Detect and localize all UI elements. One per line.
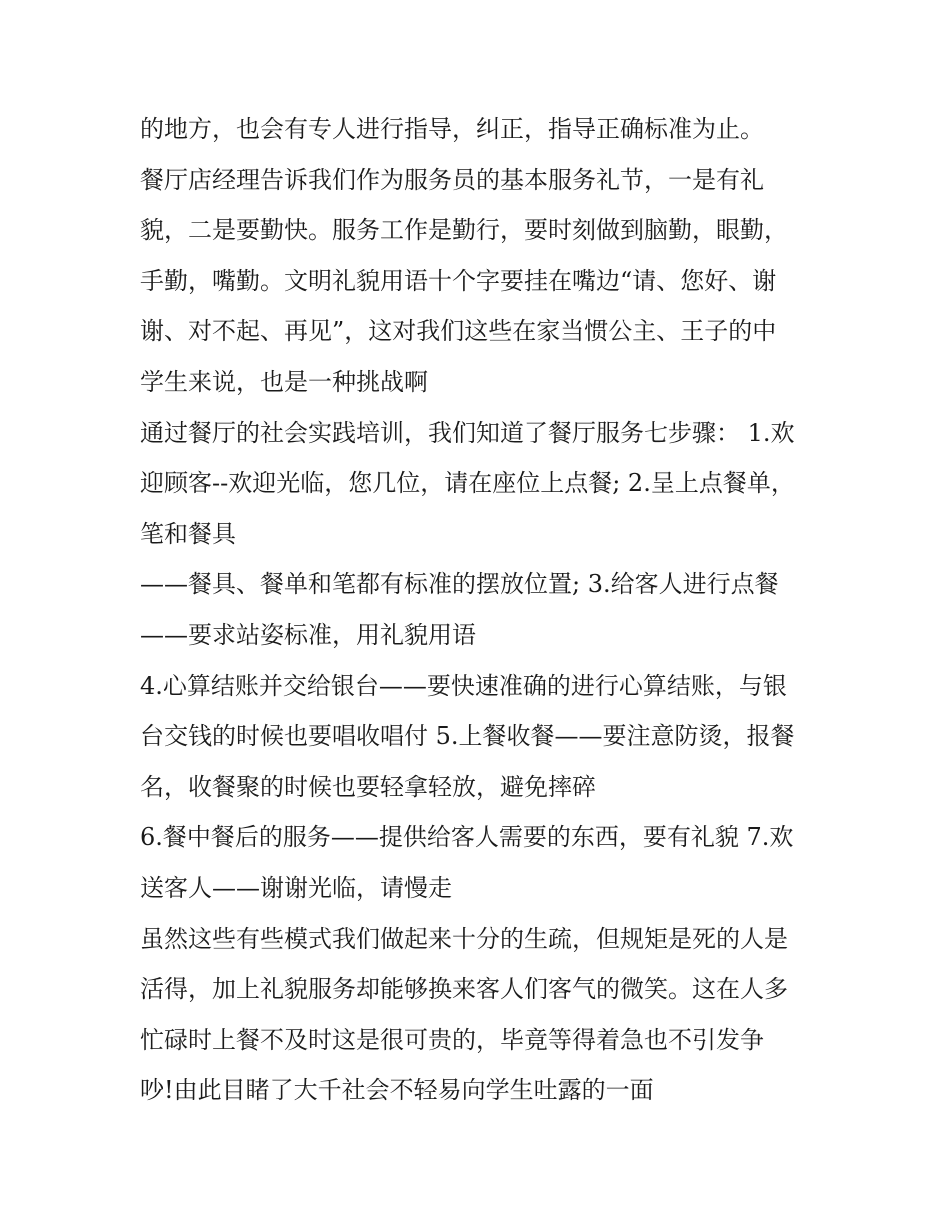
text-line: 4.心算结账并交给银台——要快速准确的进行心算结账，与银: [140, 671, 787, 700]
text-line: 虽然这些有些模式我们做起来十分的生疏，但规矩是死的人是: [140, 924, 788, 953]
text-line: 忙碌时上餐不及时这是很可贵的，毕竟等得着急也不引发争: [140, 1025, 764, 1054]
text-line: 学生来说，也是一种挑战啊: [140, 367, 428, 396]
text-line: 台交钱的时候也要唱收唱付 5.上餐收餐——要注意防烫，报餐: [140, 722, 795, 751]
text-line: ——要求站姿标准，用礼貌用语: [140, 620, 476, 649]
text-line: 6.餐中餐后的服务——提供给客人需要的东西，要有礼貌 7.欢: [140, 823, 794, 852]
document-body: [140, 104, 820, 1116]
text-line: ——餐具、餐单和笔都有标准的摆放位置; 3.给客人进行点餐: [140, 570, 779, 599]
text-line: 谢、对不起、再见”，这对我们这些在家当惯公主、王子的中: [140, 317, 777, 346]
text-line: 通过餐厅的社会实践培训，我们知道了餐厅服务七步骤： 1.欢: [140, 418, 795, 447]
text-line: 餐厅店经理告诉我们作为服务员的基本服务礼节，一是有礼: [140, 165, 764, 194]
text-line: 笔和餐具: [140, 519, 236, 548]
text-line: 貌，二是要勤快。服务工作是勤行，要时刻做到脑勤，眼勤，: [140, 216, 788, 245]
text-line: 活得，加上礼貌服务却能够换来客人们客气的微笑。这在人多: [140, 975, 788, 1004]
text-line: 迎顾客--欢迎光临，您几位，请在座位上点餐; 2.呈上点餐单，: [140, 469, 795, 498]
text-line: 的地方，也会有专人进行指导，纠正，指导正确标准为止。: [140, 115, 764, 143]
text-line: 送客人——谢谢光临，请慢走: [140, 873, 452, 902]
text-line: 名，收餐聚的时候也要轻拿轻放，避免摔碎: [140, 772, 596, 801]
text-line: 手勤，嘴勤。文明礼貌用语十个字要挂在嘴边“请、您好、谢: [140, 266, 777, 295]
text-line: 吵!由此目睹了大千社会不轻易向学生吐露的一面: [140, 1076, 654, 1105]
